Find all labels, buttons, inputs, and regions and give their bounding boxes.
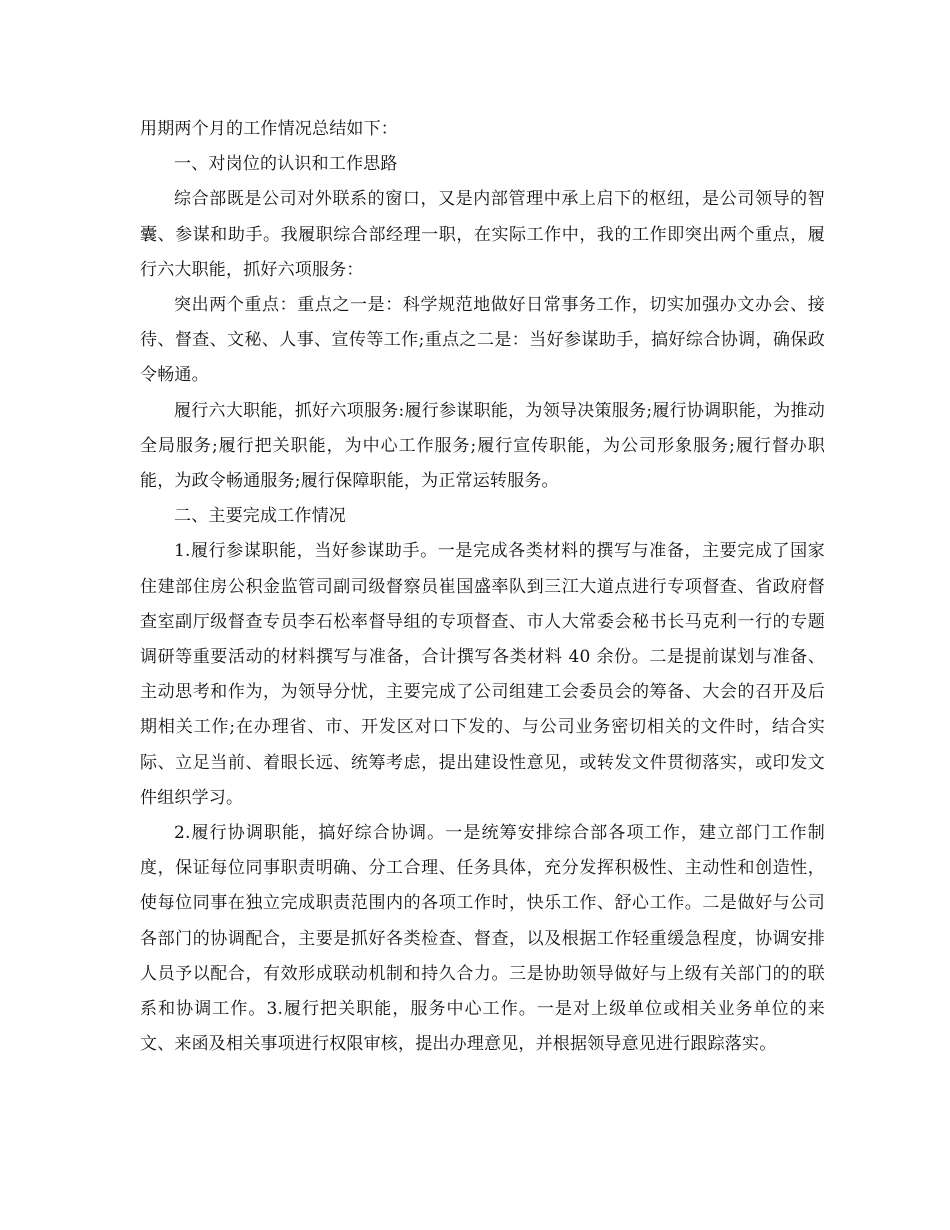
paragraph: 1.履行参谋职能，当好参谋助手。一是完成各类材料的撰写与准备，主要完成了国家住建部住房公积金监管司副司级督察员崔国盛率队到三江大道点进行专项督查、省政府督查室副厅级督查专员李石松率督导组的专项督查、市人大常委会秘书长马克利一行的专题调研等重要活动的材料撰写与准备，合计撰写各类材料 40 余份。二是提前谋划与准备、主动思考和作为，为领导分忧，主要完成了公司组建工会委员会的筹备、大会的召开及后期相关工作;在办理省、市、开发区对口下发的、与公司业务密切相关的文件时，结合实际、立足当前、着眼长远、统筹考虑，提出建设性意见，或转发文件贯彻落实，或印发文件组织学习。 bbox=[140, 541, 825, 808]
paragraph: 履行六大职能，抓好六项服务:履行参谋职能，为领导决策服务;履行协调职能，为推动全局服务;履行把关职能，为中心工作服务;履行宣传职能，为公司形象服务;履行督办职能，为政令畅通服务;履行保障职能，为正常运转服务。 bbox=[140, 400, 825, 492]
paragraph: 综合部既是公司对外联系的窗口，又是内部管理中承上启下的枢纽，是公司领导的智囊、参谋和助手。我履职综合部经理一职，在实际工作中，我的工作即突出两个重点，履行六大职能，抓好六项服务： bbox=[140, 189, 825, 280]
paragraph: 突出两个重点：重点之一是：科学规范地做好日常事务工作，切实加强办文办会、接待、督查、文秘、人事、宣传等工作;重点之二是：当好参谋助手，搞好综合协调，确保政令畅通。 bbox=[140, 295, 825, 386]
section-heading-2: 二、主要完成工作情况 bbox=[174, 506, 346, 527]
paragraph-intro: 用期两个月的工作情况总结如下： bbox=[140, 119, 398, 139]
paragraph: 2.履行协调职能，搞好综合协调。一是统筹安排综合部各项工作，建立部门工作制度，保证每位同事职责明确、分工合理、任务具体，充分发挥积极性、主动性和创造性，使每位同事在独立完成职责范围内的各项工作时，快乐工作、舒心工作。二是做好与公司各部门的协调配合，主要是抓好各类检查、督查，以及根据工作轻重缓急程度，协调安排人员予以配合，有效形成联动机制和持久合力。三是协助领导做好与上级有关部门的的联系和协调工作。3.履行把关职能，服务中心工作。一是对上级单位或相关业务单位的来文、来函及相关事项进行权限审核，提出办理意见，并根据领导意见进行跟踪落实。 bbox=[140, 823, 825, 1055]
section-heading-1: 一、对岗位的认识和工作思路 bbox=[174, 154, 398, 175]
document-body bbox=[140, 112, 825, 1062]
